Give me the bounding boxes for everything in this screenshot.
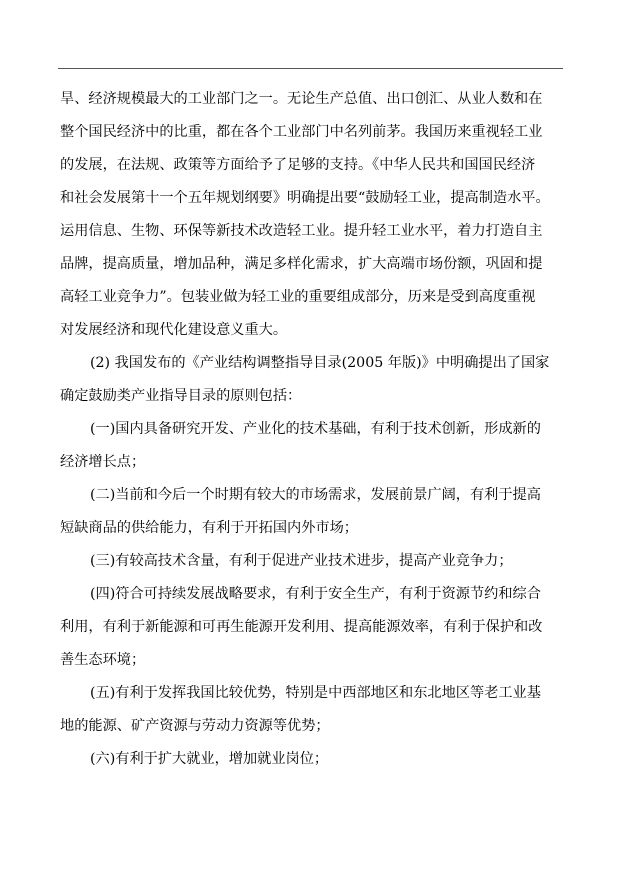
text-line: 的发展，在法规、政策等方面给予了足够的支持。《中华人民共和国国民经济 — [60, 157, 536, 173]
text-line: 短缺商品的供给能力，有利于开拓国内外市场； — [60, 520, 358, 536]
list-item-first-line: (五)有利于发挥我国比较优势，特别是中西部地区和东北地区等老工业基 — [90, 685, 541, 701]
text-line: 旱、经济规模最大的工业部门之一。无论生产总值、出口创汇、从业人数和在 — [60, 91, 543, 107]
list-item-first-line: (三)有较高技术含量，有利于促进产业技术进步，提高产业竞争力； — [90, 553, 513, 569]
list-item-first-line: (二)当前和今后一个时期有较大的市场需求，发展前景广阔，有利于提高 — [90, 487, 541, 503]
text-line: 对发展经济和现代化建设意义重大。 — [60, 322, 288, 338]
list-item-first-line: (六)有利于扩大就业，增加就业岗位； — [90, 751, 329, 767]
list-item-first-line: (四)符合可持续发展战略要求，有利于安全生产，有利于资源节约和综合 — [90, 586, 541, 602]
text-line: 利用，有利于新能源和可再生能源开发利用、提高能源效率，有利于保护和改 — [60, 619, 543, 635]
text-line: 运用信息、生物、环保等新技术改造轻工业。提升轻工业水平，着力打造自主 — [60, 223, 543, 239]
text-line: 善生态环境； — [60, 652, 146, 668]
text-line: 地的能源、矿产资源与劳动力资源等优势； — [60, 718, 330, 734]
text-line: 经济增长点； — [60, 454, 146, 470]
header-divider — [58, 68, 563, 69]
text-line: 确定鼓励类产业指导目录的原则包括： — [60, 388, 302, 404]
text-line: 整个国民经济中的比重，都在各个工业部门中名列前茅。我国历来重视轻工业 — [60, 124, 543, 140]
list-item-first-line: (一)国内具备研究开发、产业化的技术基础，有利于技术创新，形成新的 — [90, 421, 541, 437]
text-line: 高轻工业竞争力”。包装业做为轻工业的重要组成部分，历来是受到高度重视 — [60, 289, 536, 305]
text-line: 品牌，提高质量，增加品种，满足多样化需求，扩大高端市场份额，巩固和提 — [60, 256, 543, 272]
text-line: 和社会发展第十一个五年规划纲要》明确提出要“鼓励轻工业，提高制造水平。 — [60, 190, 550, 206]
paragraph-first-line: (2) 我国发布的《产业结构调整指导目录(2005 年版)》中明确提出了国家 — [90, 355, 550, 371]
